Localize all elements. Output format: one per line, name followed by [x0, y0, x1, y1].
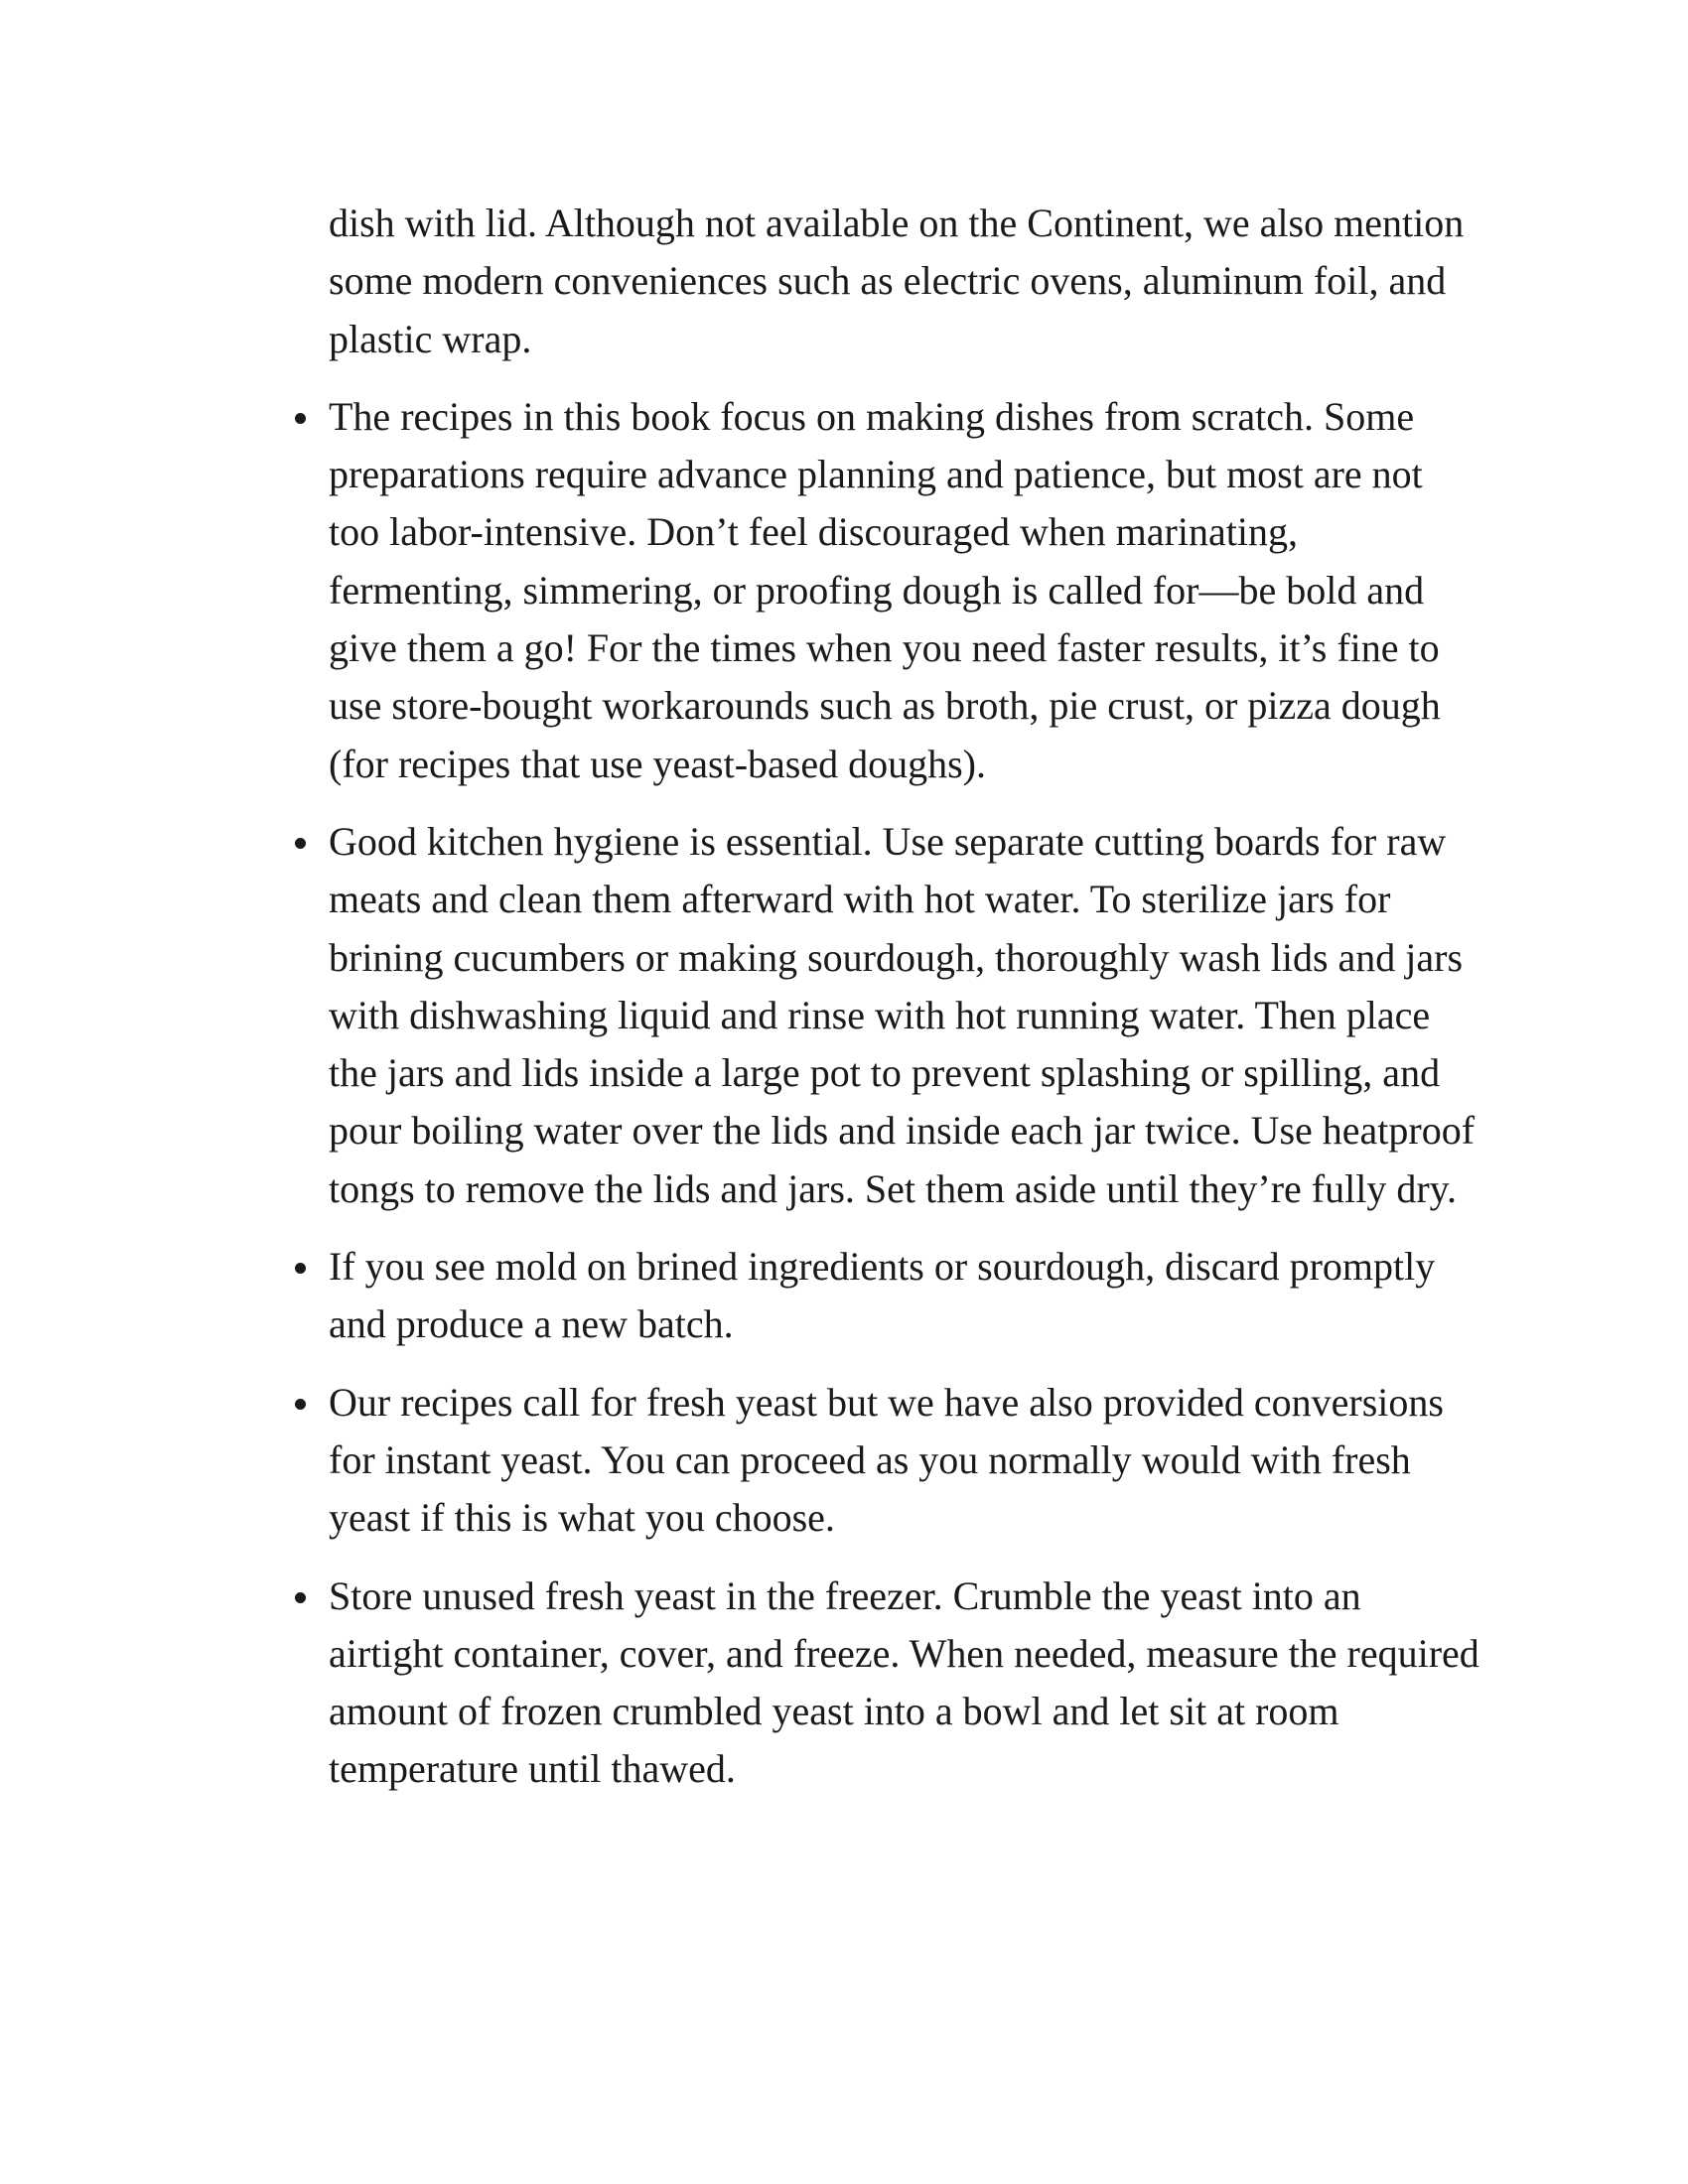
list-item — [329, 1238, 1480, 1354]
list-item — [329, 1568, 1480, 1799]
list-item — [329, 1374, 1480, 1548]
list-item-text: If you see mold on brined ingredients or sourdough, discard promptly and produce a new batch. — [329, 1244, 1436, 1347]
list-item-text: Good kitchen hygiene is essential. Use separate cutting boards for raw meats and clean them afterward with hot water. To sterilize jars for brining cucumbers or making sourdough, thoroughly wash lids and jars with dishwashing liquid and rinse with hot running water. Then place the jars and lids inside a large pot to prevent splashing or spilling, and pour boiling water over the lids and inside each jar twice. Use heatproof tongs to remove the lids and jars. Set them aside until they’re fully dry. — [329, 818, 1476, 1211]
page-content — [329, 195, 1480, 1819]
list-item-text: Our recipes call for fresh yeast but we have also provided conversions for instant yeast. You can proceed as you normally would with fresh yeast if this is what you choose. — [329, 1379, 1444, 1541]
list-item — [329, 813, 1480, 1218]
tips-list — [329, 388, 1480, 1799]
list-item — [329, 388, 1480, 793]
continued-paragraph: dish with lid. Although not available on the Continent, we also mention some modern conveniences such as electric ovens, aluminum foil, and plastic wrap. — [329, 201, 1465, 361]
list-item-text: Store unused fresh yeast in the freezer. Crumble the yeast into an airtight container, cover, and freeze. When needed, measure the required amount of frozen crumbled yeast into a bowl and let sit at room temperature until thawed. — [329, 1572, 1479, 1792]
list-item-text: The recipes in this book focus on making dishes from scratch. Some preparations require advance planning and patience, but most are not too labor-intensive. Don’t feel discouraged when marinating, fermenting, simmering, or proofing dough is called for—be bold and give them a go! For the times when you need faster results, it’s fine to use store-bought workarounds such as broth, pie crust, or pizza dough (for recipes that use yeast-based doughs). — [329, 393, 1441, 786]
